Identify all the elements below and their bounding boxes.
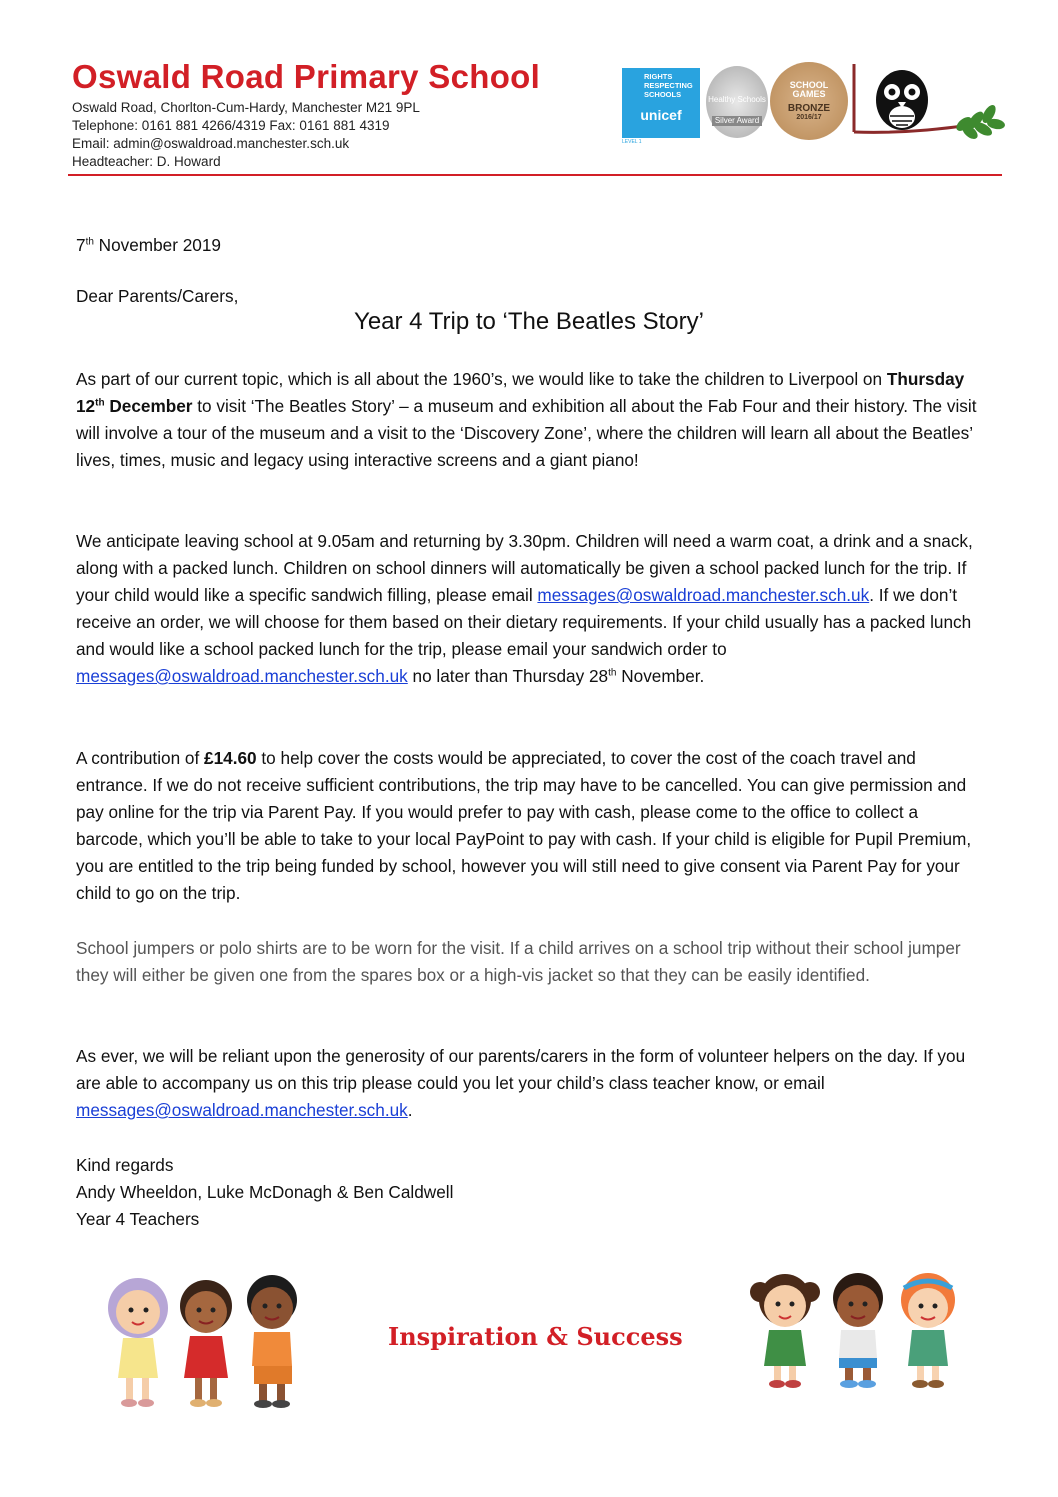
- email-link-1[interactable]: messages@oswaldroad.manchester.sch.uk: [537, 585, 870, 605]
- silver-label: Silver Award: [712, 116, 762, 126]
- letter-date: [76, 232, 986, 259]
- date-suffix: th: [85, 236, 94, 248]
- children-illustration-right-icon: [748, 1266, 968, 1391]
- school-tagline: Inspiration & Success: [388, 1322, 683, 1351]
- p2-text-b: . If we don’t receive an order, we will choose for them based on their dietary requirements. If your child usually has a packed lunch and would like a school packed lunch for the trip, please email your sandwich order to: [76, 585, 972, 659]
- unicef-label: unicef: [640, 107, 682, 123]
- headteacher: Headteacher: D. Howard: [72, 154, 221, 169]
- letter-title: Year 4 Trip to ‘The Beatles Story’: [354, 308, 704, 335]
- teacher-role: Year 4 Teachers: [76, 1209, 200, 1229]
- contribution-amount: £14.60: [204, 748, 257, 768]
- email-link-3[interactable]: messages@oswaldroad.manchester.sch.uk: [76, 1100, 408, 1120]
- games-year-label: 2016/17: [796, 114, 822, 122]
- signoff: Kind regards: [76, 1155, 174, 1175]
- games-label: SCHOOL GAMES: [789, 79, 829, 100]
- p2-text-d: November.: [616, 666, 705, 686]
- date-rest: November 2019: [93, 235, 221, 255]
- rights-respecting-badge: [622, 68, 700, 138]
- p5-text-a: As ever, we will be reliant upon the generosity of our parents/carers in the form of volunteer helpers on the day. If you are able to accompany us on this trip please could you let your child’s class teacher know, or email: [76, 1046, 966, 1093]
- paragraph-2: [76, 528, 986, 690]
- owl-logo-icon: [852, 62, 1007, 162]
- school-name: Oswald Road Primary School: [72, 58, 541, 95]
- rrs-label: RIGHTS RESPECTING SCHOOLS: [644, 72, 693, 99]
- level-label: LEVEL 1: [622, 139, 642, 145]
- healthy-label: Healthy Schools: [708, 94, 766, 104]
- header-divider: [68, 174, 1002, 176]
- p1-text-a: As part of our current topic, which is all about the 1960’s, we would like to take the children to Liverpool on: [76, 369, 887, 389]
- p2-date-suffix: th: [608, 667, 617, 679]
- school-address: Oswald Road, Chorlton-Cum-Hardy, Manchester M21 9PL: [72, 100, 420, 115]
- paragraph-1: [76, 366, 986, 474]
- date-day: 7: [76, 235, 86, 255]
- p1-text-b: to visit ‘The Beatles Story’ – a museum and exhibition all about the Fab Four and their history. The visit will involve a tour of the museum and a visit to the ‘Discovery Zone’, where the children will learn all about the Beatles’ lives, times, music and legacy using interactive screens and a giant piano!: [76, 396, 977, 470]
- p1-date-bold: Thursday 12: [76, 369, 965, 416]
- school-email: Email: admin@oswaldroad.manchester.sch.uk: [72, 136, 350, 151]
- paragraph-3: [76, 745, 986, 907]
- p2-text-c: no later than Thursday 28: [407, 666, 609, 686]
- school-phone: Telephone: 0161 881 4266/4319 Fax: 0161 881 4319: [72, 118, 390, 133]
- bronze-label: BRONZE: [787, 102, 831, 114]
- healthy-schools-badge: [706, 66, 768, 138]
- salutation: Dear Parents/Carers,: [76, 286, 239, 306]
- p3-text-b: to help cover the costs would be appreciated, to cover the cost of the coach travel and entrance. If we do not receive sufficient contributions, the trip may have to be cancelled. You can give permission and pay online for the trip via Parent Pay. If you would prefer to pay with cash, please come to the office to collect a barcode, which you’ll be able to take to your local PayPoint to pay with cash. If your child is eligible for Pupil Premium, you are entitled to the trip being funded by school, however you will still need to give consent via Parent Pay for your child to go on the trip.: [76, 748, 972, 903]
- p1-date-suffix: th: [95, 397, 105, 409]
- children-illustration-left-icon: [96, 1266, 311, 1411]
- p1-month-bold: December: [104, 396, 193, 416]
- p2-text-a: We anticipate leaving school at 9.05am and returning by 3.30pm. Children will need a warm coat, a drink and a snack, along with a packed lunch. Children on school dinners will automatically be given a school packed lunch for the trip. If your child would like a specific sandwich filling, please email: [76, 531, 973, 605]
- teacher-names: Andy Wheeldon, Luke McDonagh & Ben Caldwell: [76, 1182, 454, 1202]
- p5-text-b: .: [407, 1100, 413, 1120]
- email-link-2[interactable]: messages@oswaldroad.manchester.sch.uk: [76, 666, 408, 686]
- school-games-badge: [770, 62, 848, 140]
- paragraph-4: School jumpers or polo shirts are to be worn for the visit. If a child arrives on a school trip without their school jumper they will either be given one from the spares box or a high-vis jacket so that they can be easily identified.: [76, 938, 961, 985]
- paragraph-5: [76, 1043, 986, 1124]
- p3-text-a: A contribution of: [76, 748, 205, 768]
